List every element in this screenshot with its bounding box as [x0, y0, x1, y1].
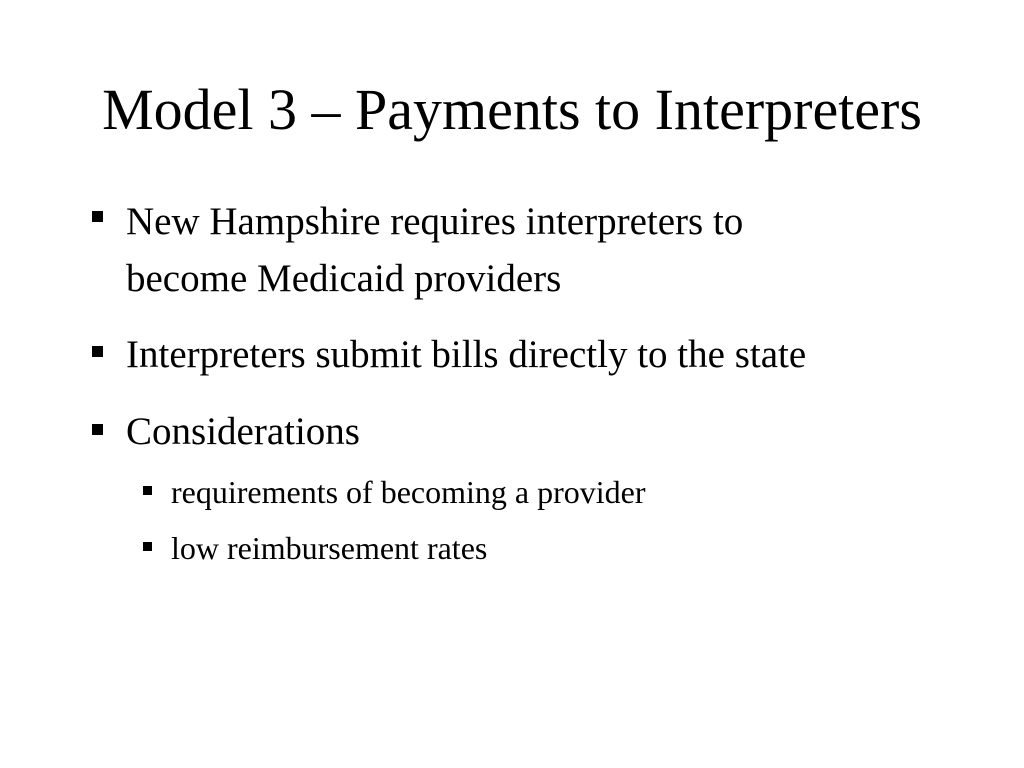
square-bullet-icon	[143, 542, 152, 551]
bullet-text-line: New Hampshire requires interpreters to	[126, 200, 744, 243]
sub-bullet-text: requirements of becoming a provider	[171, 474, 646, 510]
square-bullet-icon	[92, 211, 103, 222]
square-bullet-icon	[143, 486, 152, 495]
slide-title: Model 3 – Payments to Interpreters	[102, 77, 922, 142]
bullet-text: Considerations	[126, 410, 360, 453]
square-bullet-icon	[92, 346, 103, 357]
square-bullet-icon	[92, 424, 103, 435]
bullet-text-line: become Medicaid providers	[126, 257, 562, 300]
sub-bullet-text: low reimbursement rates	[171, 530, 488, 566]
bullet-text: Interpreters submit bills directly to the state	[126, 333, 807, 376]
